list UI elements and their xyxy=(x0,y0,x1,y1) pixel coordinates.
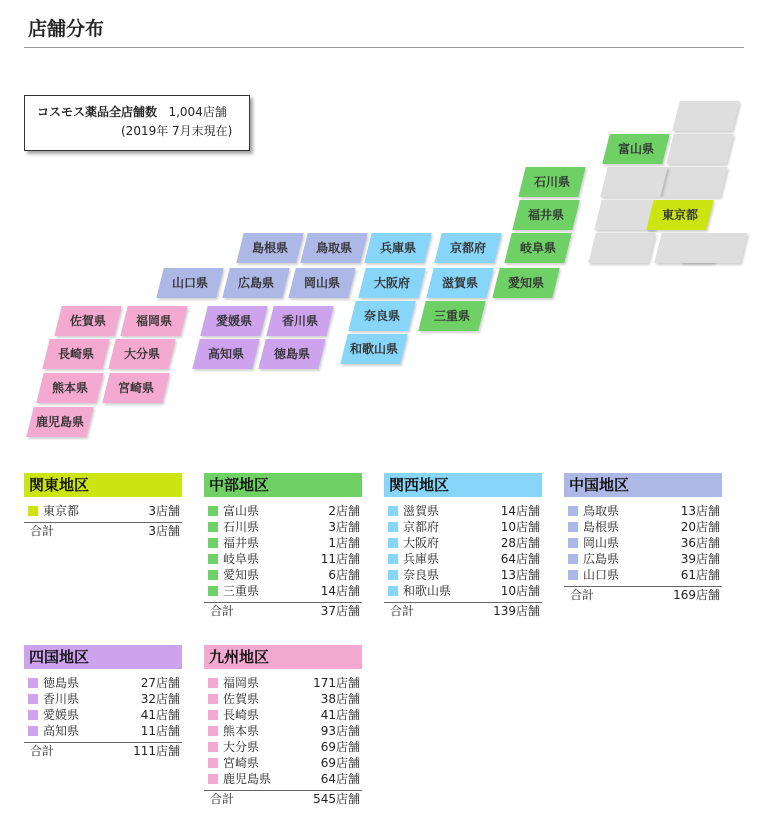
table-row xyxy=(24,707,182,723)
store-count: 36店舗 xyxy=(680,536,720,550)
map-tile-label: 京都府 xyxy=(449,241,486,255)
store-total-label: コスモス薬品全店舗数 xyxy=(37,105,158,119)
map-tile-label: 和歌山県 xyxy=(349,342,398,356)
prefecture-name: 石川県 xyxy=(223,520,260,534)
map-tile xyxy=(120,306,187,336)
prefecture-name: 鳥取県 xyxy=(583,504,620,518)
map-tile-blank xyxy=(680,233,747,263)
region-header: 関西地区 xyxy=(384,473,542,497)
prefecture-name: 島根県 xyxy=(583,520,620,534)
map-tile xyxy=(266,306,333,336)
map-tile-label: 兵庫県 xyxy=(379,241,416,255)
table-row xyxy=(204,535,362,551)
prefecture-name: 和歌山県 xyxy=(403,584,452,598)
map-tile xyxy=(36,373,103,403)
color-swatch xyxy=(568,554,578,564)
color-swatch xyxy=(388,586,398,596)
table-row xyxy=(384,567,542,583)
table-row xyxy=(204,707,362,723)
store-count: 3店舗 xyxy=(328,520,360,534)
total-label: 合計 xyxy=(390,604,415,618)
map-tile-label: 愛媛県 xyxy=(215,314,252,328)
store-count: 32店舗 xyxy=(140,692,180,706)
map-tile xyxy=(200,306,267,336)
color-swatch xyxy=(208,678,218,688)
map-tile-label: 滋賀県 xyxy=(441,276,478,290)
map-tile xyxy=(156,268,223,298)
map-tile xyxy=(518,167,585,197)
prefecture-name: 熊本県 xyxy=(223,724,260,738)
map-tile xyxy=(504,233,571,263)
map-tile-label: 佐賀県 xyxy=(69,314,106,328)
table-row xyxy=(204,567,362,583)
map-tile-blank xyxy=(600,167,667,197)
map-tile-label: 三重県 xyxy=(433,309,470,323)
color-swatch xyxy=(208,710,218,720)
store-count: 64店舗 xyxy=(500,552,540,566)
total-count: 169店舗 xyxy=(673,588,720,602)
prefecture-name: 岐阜県 xyxy=(223,552,260,566)
map-tile xyxy=(54,306,121,336)
prefecture-name: 宮崎県 xyxy=(223,756,260,770)
prefecture-name: 香川県 xyxy=(43,692,80,706)
table-row xyxy=(384,551,542,567)
table-row xyxy=(24,675,182,691)
store-total-box xyxy=(24,95,250,151)
store-count: 41店舗 xyxy=(140,708,180,722)
table-row xyxy=(204,551,362,567)
prefecture-name: 京都府 xyxy=(403,520,440,534)
prefecture-name: 愛媛県 xyxy=(43,708,80,722)
map-tile xyxy=(358,268,425,298)
map-tile xyxy=(512,200,579,230)
table-row xyxy=(24,723,182,739)
store-count: 28店舗 xyxy=(500,536,540,550)
prefecture-name: 大分県 xyxy=(223,740,260,754)
store-total-line xyxy=(37,103,227,122)
color-swatch xyxy=(28,726,38,736)
table-row xyxy=(384,503,542,519)
map-tile xyxy=(348,301,415,331)
store-count: 10店舗 xyxy=(500,584,540,598)
prefecture-name: 富山県 xyxy=(223,504,260,518)
map-tile xyxy=(426,268,493,298)
total-label: 合計 xyxy=(30,744,55,758)
color-swatch xyxy=(568,570,578,580)
color-swatch xyxy=(208,538,218,548)
prefecture-name: 愛知県 xyxy=(223,568,260,582)
table-row xyxy=(384,583,542,599)
total-row xyxy=(564,587,722,603)
color-swatch xyxy=(388,538,398,548)
color-swatch xyxy=(28,710,38,720)
store-count: 38店舗 xyxy=(320,692,360,706)
map-tile-label: 香川県 xyxy=(281,314,318,328)
color-swatch xyxy=(388,506,398,516)
color-swatch xyxy=(388,522,398,532)
total-count: 545店舗 xyxy=(313,792,360,806)
color-swatch xyxy=(208,554,218,564)
region-table-chugoku xyxy=(564,473,722,603)
table-row xyxy=(204,519,362,535)
map-tile-label: 岡山県 xyxy=(303,276,340,290)
table-row xyxy=(564,567,722,583)
prefecture-name: 東京都 xyxy=(43,504,80,518)
prefecture-name: 福岡県 xyxy=(223,676,260,690)
color-swatch xyxy=(388,570,398,580)
store-count: 6店舗 xyxy=(328,568,360,582)
table-row xyxy=(204,755,362,771)
store-count: 69店舗 xyxy=(320,756,360,770)
prefecture-name: 鹿児島県 xyxy=(223,772,272,786)
map-tile-label: 宮崎県 xyxy=(117,381,154,395)
map-tile-label: 徳島県 xyxy=(273,347,310,361)
map-tile-label: 広島県 xyxy=(237,276,274,290)
store-total-count: 1,004店舗 xyxy=(168,105,227,119)
color-swatch xyxy=(208,694,218,704)
total-row xyxy=(24,743,182,759)
map-tile-label: 熊本県 xyxy=(51,381,88,395)
store-count: 61店舗 xyxy=(680,568,720,582)
table-row xyxy=(204,739,362,755)
color-swatch xyxy=(208,774,218,784)
map-tile-label: 石川県 xyxy=(533,175,570,189)
map-tile-blank xyxy=(672,101,739,131)
table-row xyxy=(204,723,362,739)
map-tile-label: 長崎県 xyxy=(57,347,94,361)
store-count: 64店舗 xyxy=(320,772,360,786)
color-swatch xyxy=(208,522,218,532)
map-tile xyxy=(340,334,407,364)
map-tile-blank xyxy=(666,134,733,164)
color-swatch xyxy=(208,758,218,768)
total-row xyxy=(204,791,362,807)
color-swatch xyxy=(568,522,578,532)
region-table-shikoku xyxy=(24,645,182,759)
total-count: 111店舗 xyxy=(133,744,180,758)
table-row xyxy=(204,771,362,787)
prefecture-name: 高知県 xyxy=(43,724,80,738)
color-swatch xyxy=(28,678,38,688)
region-header: 中国地区 xyxy=(564,473,722,497)
region-table-chubu xyxy=(204,473,362,619)
table-row xyxy=(564,535,722,551)
region-header: 九州地区 xyxy=(204,645,362,669)
total-label: 合計 xyxy=(30,524,55,538)
map-tile xyxy=(364,233,431,263)
store-count: 20店舗 xyxy=(680,520,720,534)
store-count: 11店舗 xyxy=(320,552,360,566)
total-label: 合計 xyxy=(210,792,235,806)
map-tile-label: 鹿児島県 xyxy=(35,415,84,429)
store-count: 27店舗 xyxy=(140,676,180,690)
map-tile-label: 福岡県 xyxy=(135,314,172,328)
map-tile xyxy=(602,134,669,164)
total-row xyxy=(204,603,362,619)
total-count: 139店舗 xyxy=(493,604,540,618)
color-swatch xyxy=(208,506,218,516)
map-tile-label: 高知県 xyxy=(207,347,244,361)
color-swatch xyxy=(28,506,38,516)
store-count: 14店舗 xyxy=(500,504,540,518)
store-count: 10店舗 xyxy=(500,520,540,534)
map-tile-label: 大阪府 xyxy=(373,276,410,290)
map-tile xyxy=(192,339,259,369)
color-swatch xyxy=(208,726,218,736)
prefecture-name: 佐賀県 xyxy=(223,692,260,706)
map-tile xyxy=(222,268,289,298)
map-tile-label: 富山県 xyxy=(617,142,654,156)
table-row xyxy=(24,691,182,707)
prefecture-name: 岡山県 xyxy=(583,536,620,550)
table-row xyxy=(204,583,362,599)
table-row xyxy=(564,503,722,519)
region-header: 四国地区 xyxy=(24,645,182,669)
color-swatch xyxy=(388,554,398,564)
map-tile-blank xyxy=(588,233,655,263)
table-row xyxy=(204,503,362,519)
map-tile-label: 山口県 xyxy=(171,276,208,290)
store-count: 14店舗 xyxy=(320,584,360,598)
table-row xyxy=(24,503,182,519)
table-row xyxy=(204,691,362,707)
table-row xyxy=(384,535,542,551)
map-tile-label: 岐阜県 xyxy=(519,241,556,255)
table-row xyxy=(204,675,362,691)
region-table-kyushu xyxy=(204,645,362,807)
prefecture-name: 大阪府 xyxy=(403,536,440,550)
total-count: 3店舗 xyxy=(148,524,180,538)
prefecture-name: 奈良県 xyxy=(403,568,440,582)
map-tile xyxy=(434,233,501,263)
prefecture-name: 滋賀県 xyxy=(403,504,440,518)
store-count: 3店舗 xyxy=(148,504,180,518)
prefecture-name: 福井県 xyxy=(223,536,260,550)
map-tile-label: 愛知県 xyxy=(507,276,544,290)
total-label: 合計 xyxy=(570,588,595,602)
map-tile xyxy=(42,339,109,369)
store-count: 171店舗 xyxy=(313,676,360,690)
region-header: 中部地区 xyxy=(204,473,362,497)
store-count: 69店舗 xyxy=(320,740,360,754)
store-count: 41店舗 xyxy=(320,708,360,722)
map-tile xyxy=(258,339,325,369)
color-swatch xyxy=(568,506,578,516)
color-swatch xyxy=(28,694,38,704)
map-tile xyxy=(418,301,485,331)
store-count: 2店舗 xyxy=(328,504,360,518)
map-tile-label: 鳥取県 xyxy=(315,241,352,255)
map-tile xyxy=(646,200,713,230)
map-tile-blank xyxy=(660,167,727,197)
region-table-kansai xyxy=(384,473,542,619)
color-swatch xyxy=(208,570,218,580)
map-tile xyxy=(300,233,367,263)
map-tile-label: 奈良県 xyxy=(363,309,400,323)
map-tile-label: 福井県 xyxy=(527,208,564,222)
total-row xyxy=(24,523,182,539)
store-count: 1店舗 xyxy=(328,536,360,550)
table-row xyxy=(384,519,542,535)
region-header: 関東地区 xyxy=(24,473,182,497)
store-count: 93店舗 xyxy=(320,724,360,738)
prefecture-name: 三重県 xyxy=(223,584,260,598)
store-count: 13店舗 xyxy=(500,568,540,582)
map-tile xyxy=(492,268,559,298)
prefecture-name: 長崎県 xyxy=(223,708,260,722)
map-tile xyxy=(26,407,93,437)
store-count: 39店舗 xyxy=(680,552,720,566)
map-tile-label: 大分県 xyxy=(123,347,160,361)
page-title: 店舗分布 xyxy=(28,18,105,40)
store-count: 13店舗 xyxy=(680,504,720,518)
store-total-note: (2019年 7月末現在) xyxy=(121,124,233,138)
region-table-kanto xyxy=(24,473,182,539)
prefecture-name: 兵庫県 xyxy=(403,552,440,566)
total-count: 37店舗 xyxy=(320,604,360,618)
prefecture-name: 山口県 xyxy=(583,568,620,582)
color-swatch xyxy=(568,538,578,548)
total-row xyxy=(384,603,542,619)
prefecture-name: 広島県 xyxy=(583,552,620,566)
total-label: 合計 xyxy=(210,604,235,618)
color-swatch xyxy=(208,586,218,596)
table-row xyxy=(564,551,722,567)
map-tile xyxy=(236,233,303,263)
map-tile xyxy=(102,373,169,403)
prefecture-name: 徳島県 xyxy=(43,676,80,690)
store-count: 11店舗 xyxy=(140,724,180,738)
map-tile-label: 東京都 xyxy=(661,208,698,222)
map-tile-label: 島根県 xyxy=(251,241,288,255)
table-row xyxy=(564,519,722,535)
color-swatch xyxy=(208,742,218,752)
map-tile xyxy=(108,339,175,369)
map-tile xyxy=(288,268,355,298)
